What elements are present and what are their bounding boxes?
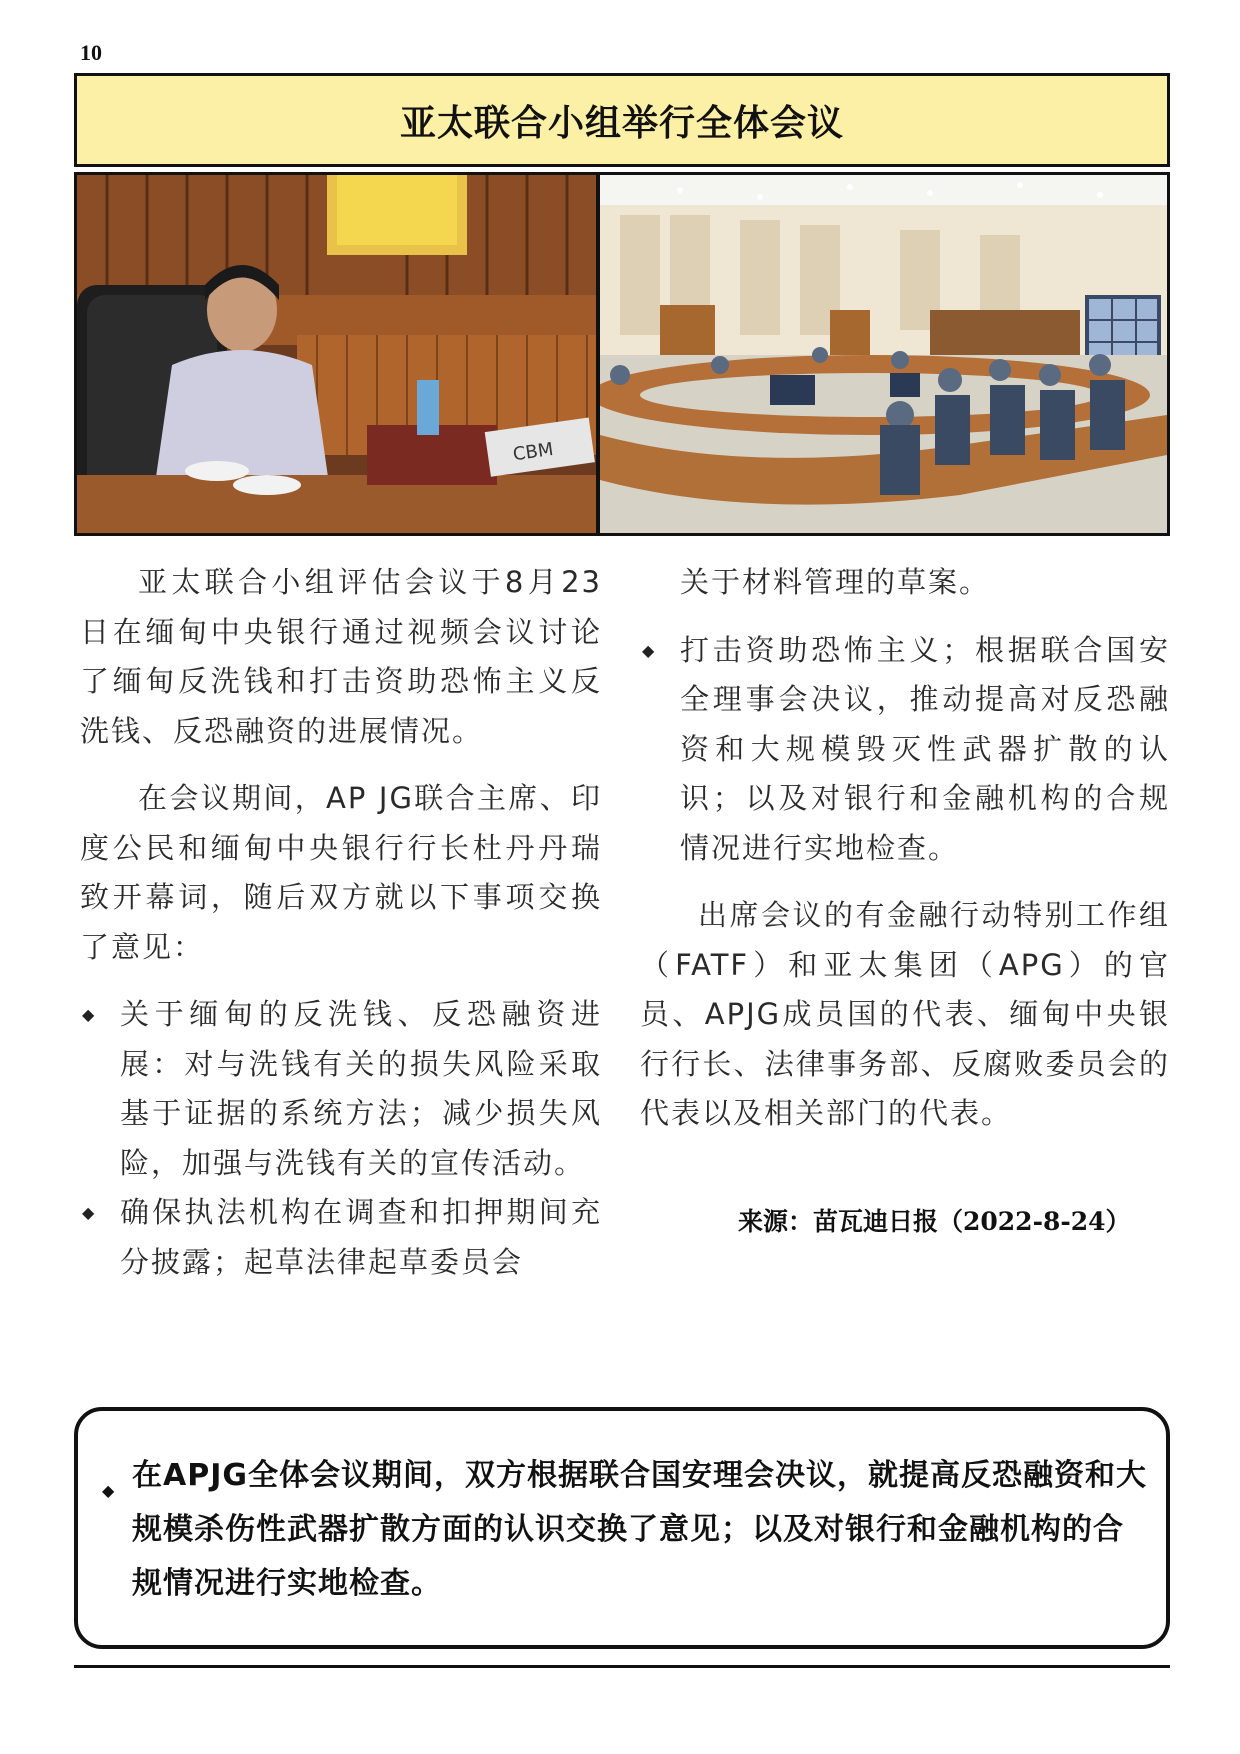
- bullet-counter-terrorism: [640, 626, 1170, 874]
- agenda-bullet-list: [80, 990, 602, 1287]
- bullet-continuation: 关于材料管理的草案。: [680, 565, 991, 599]
- bullet-text: 关于缅甸的反洗钱、反恐融资进展：对与洗钱有关的损失风险采取基于证据的系统方法；减少损失风险，加强与洗钱有关的宣传活动。: [120, 997, 602, 1180]
- cbm-nameplate: CBM: [511, 438, 555, 466]
- photo-conference-room: [600, 175, 1167, 533]
- paragraph-intro: 亚太联合小组评估会议于8月23日在缅甸中央银行通过视频会议讨论了缅甸反洗钱和打击资助恐怖主义反洗钱、反恐融资的进展情况。: [80, 565, 602, 748]
- photo-governor-illustration: [77, 175, 596, 533]
- bullet-icon: ◆: [642, 640, 657, 660]
- bullet-law-enforcement: [80, 1188, 602, 1287]
- bullet-aml-progress: [80, 990, 602, 1188]
- bullet-icon: ◆: [82, 1005, 97, 1024]
- page-number: 10: [80, 40, 102, 65]
- photo-strip: [74, 172, 1170, 536]
- summary-text: 在APJG全体会议期间，双方根据联合国安理会决议，就提高反恐融资和大规模杀伤性武器扩散方面的认识交换了意见；以及对银行和金融机构的合规情况进行实地检查。: [132, 1458, 1147, 1601]
- page-title: 亚太联合小组举行全体会议: [399, 102, 844, 144]
- photo-conference-illustration: [600, 175, 1167, 533]
- agenda-bullet-list-continued: [640, 626, 1170, 874]
- paragraph-attendees: 出席会议的有金融行动特别工作组（FATF）和亚太集团（APG）的官员、APJG成员国的代表、缅甸中央银行行长、法律事务部、反腐败委员会的代表以及相关部门的代表。: [640, 898, 1170, 1130]
- bottom-divider: [74, 1665, 1170, 1668]
- bullet-text: 打击资助恐怖主义；根据联合国安全理事会决议，推动提高对反恐融资和大规模毁灭性武器扩散的认识；以及对银行和金融机构的合规情况进行实地检查。: [680, 632, 1170, 865]
- title-banner: [74, 73, 1170, 167]
- article-column-left: [80, 558, 602, 1287]
- summary-box: [74, 1407, 1170, 1649]
- source-citation: 来源：苗瓦迪日报（2022-8-24）: [738, 1207, 1131, 1236]
- photo-governor-meeting: [77, 175, 596, 533]
- paragraph-opening: 在会议期间，AP JG联合主席、印度公民和缅甸中央银行行长杜丹丹瑞致开幕词，随后双方就以下事项交换了意见：: [80, 781, 602, 964]
- article-column-right: [640, 558, 1170, 1157]
- bullet-text: 确保执法机构在调查和扣押期间充分披露；起草法律起草委员会: [120, 1195, 602, 1279]
- bullet-icon: ◆: [82, 1203, 97, 1222]
- bullet-icon: ◆: [102, 1481, 115, 1500]
